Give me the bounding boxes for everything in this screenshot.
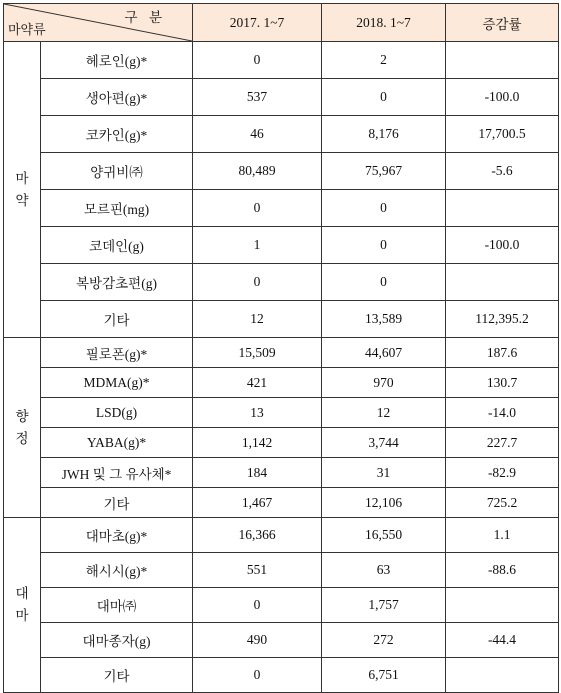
item-cell: 복방감초편(g) — [41, 264, 193, 301]
table-row — [4, 623, 559, 658]
change-rate-cell: -44.4 — [446, 623, 559, 658]
item-cell: 모르핀(mg) — [41, 190, 193, 227]
value-2017-cell: 13 — [193, 398, 322, 428]
table-row — [4, 227, 559, 264]
value-2017-cell: 0 — [193, 42, 322, 79]
value-2018-cell: 2 — [322, 42, 446, 79]
table-row — [4, 588, 559, 623]
value-2018-cell: 272 — [322, 623, 446, 658]
change-rate-cell: 130.7 — [446, 368, 559, 398]
value-2018-cell: 44,607 — [322, 338, 446, 368]
item-cell: 코카인(g)* — [41, 116, 193, 153]
table-row — [4, 518, 559, 553]
table-row — [4, 488, 559, 518]
table-row — [4, 42, 559, 79]
value-2018-cell: 970 — [322, 368, 446, 398]
group-label-psychotropics: 향 정 — [4, 338, 41, 518]
group-label-narcotics: 마 약 — [4, 42, 41, 338]
value-2017-cell: 1,467 — [193, 488, 322, 518]
change-rate-cell: 112,395.2 — [446, 301, 559, 338]
item-cell: 필로폰(g)* — [41, 338, 193, 368]
change-rate-cell: 17,700.5 — [446, 116, 559, 153]
column-header-2017: 2017. 1~7 — [193, 4, 322, 42]
value-2017-cell: 1 — [193, 227, 322, 264]
value-2017-cell: 184 — [193, 458, 322, 488]
item-cell: 기타 — [41, 488, 193, 518]
corner-header-cell — [4, 4, 193, 42]
table-row — [4, 79, 559, 116]
change-rate-cell — [446, 190, 559, 227]
value-2018-cell: 1,757 — [322, 588, 446, 623]
table-row — [4, 338, 559, 368]
change-rate-cell: -100.0 — [446, 79, 559, 116]
value-2018-cell: 0 — [322, 79, 446, 116]
value-2017-cell: 421 — [193, 368, 322, 398]
item-cell: 기타 — [41, 658, 193, 693]
table-row — [4, 153, 559, 190]
table-row — [4, 190, 559, 227]
value-2017-cell: 0 — [193, 588, 322, 623]
change-rate-cell: 227.7 — [446, 428, 559, 458]
value-2017-cell: 0 — [193, 658, 322, 693]
item-cell: YABA(g)* — [41, 428, 193, 458]
table-row — [4, 116, 559, 153]
table-row — [4, 264, 559, 301]
change-rate-cell — [446, 42, 559, 79]
change-rate-cell: 1.1 — [446, 518, 559, 553]
item-cell: 양귀비㈜ — [41, 153, 193, 190]
corner-label-drug-type: 마약류 — [8, 22, 46, 37]
value-2018-cell: 8,176 — [322, 116, 446, 153]
header-row — [4, 4, 559, 42]
table-row — [4, 398, 559, 428]
value-2018-cell: 3,744 — [322, 428, 446, 458]
item-cell: MDMA(g)* — [41, 368, 193, 398]
value-2018-cell: 12,106 — [322, 488, 446, 518]
change-rate-cell — [446, 588, 559, 623]
value-2017-cell: 12 — [193, 301, 322, 338]
item-cell: 대마종자(g) — [41, 623, 193, 658]
change-rate-cell: -88.6 — [446, 553, 559, 588]
change-rate-cell: 725.2 — [446, 488, 559, 518]
value-2017-cell: 0 — [193, 190, 322, 227]
table-row — [4, 553, 559, 588]
value-2018-cell: 31 — [322, 458, 446, 488]
value-2018-cell: 16,550 — [322, 518, 446, 553]
value-2017-cell: 16,366 — [193, 518, 322, 553]
item-cell: JWH 및 그 유사체* — [41, 458, 193, 488]
value-2018-cell: 12 — [322, 398, 446, 428]
item-cell: 해시시(g)* — [41, 553, 193, 588]
value-2018-cell: 75,967 — [322, 153, 446, 190]
column-header-change-rate: 증감률 — [446, 4, 559, 42]
table-row — [4, 428, 559, 458]
item-cell: 대마초(g)* — [41, 518, 193, 553]
group-label-cannabis: 대 마 — [4, 518, 41, 693]
value-2018-cell: 0 — [322, 190, 446, 227]
value-2017-cell: 15,509 — [193, 338, 322, 368]
value-2018-cell: 13,589 — [322, 301, 446, 338]
value-2018-cell: 0 — [322, 264, 446, 301]
column-header-2018: 2018. 1~7 — [322, 4, 446, 42]
change-rate-cell: -5.6 — [446, 153, 559, 190]
value-2018-cell: 0 — [322, 227, 446, 264]
item-cell: 기타 — [41, 301, 193, 338]
change-rate-cell: -14.0 — [446, 398, 559, 428]
value-2017-cell: 80,489 — [193, 153, 322, 190]
item-cell: 헤로인(g)* — [41, 42, 193, 79]
value-2017-cell: 1,142 — [193, 428, 322, 458]
value-2017-cell: 537 — [193, 79, 322, 116]
item-cell: 대마㈜ — [41, 588, 193, 623]
change-rate-cell — [446, 658, 559, 693]
change-rate-cell: 187.6 — [446, 338, 559, 368]
value-2017-cell: 551 — [193, 553, 322, 588]
item-cell: LSD(g) — [41, 398, 193, 428]
item-cell: 코데인(g) — [41, 227, 193, 264]
value-2017-cell: 0 — [193, 264, 322, 301]
table-row — [4, 658, 559, 693]
value-2018-cell: 63 — [322, 553, 446, 588]
table-row — [4, 368, 559, 398]
corner-label-division: 구 분 — [124, 10, 166, 25]
change-rate-cell: -100.0 — [446, 227, 559, 264]
value-2018-cell: 6,751 — [322, 658, 446, 693]
value-2017-cell: 490 — [193, 623, 322, 658]
item-cell: 생아편(g)* — [41, 79, 193, 116]
value-2017-cell: 46 — [193, 116, 322, 153]
table-row — [4, 458, 559, 488]
change-rate-cell: -82.9 — [446, 458, 559, 488]
seizure-statistics-table — [3, 3, 559, 693]
table-row — [4, 301, 559, 338]
change-rate-cell — [446, 264, 559, 301]
